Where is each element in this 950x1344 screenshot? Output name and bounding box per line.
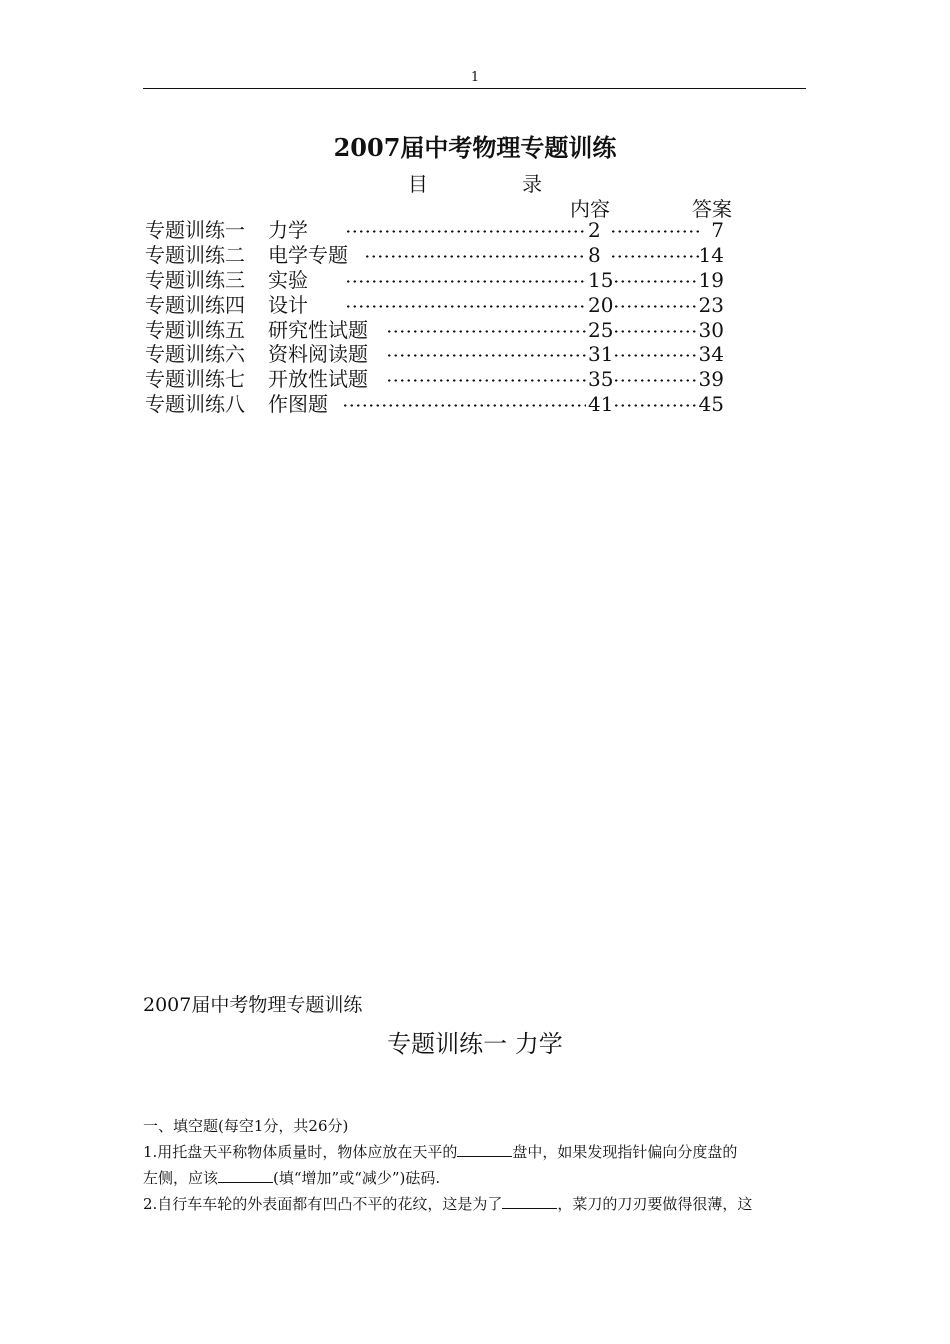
toc-leader-dots [613, 305, 699, 308]
toc-leader-dots [610, 230, 702, 233]
toc-content-page: 8 [588, 242, 601, 267]
page-number: 1 [470, 70, 480, 85]
toc-leader-dots [342, 404, 586, 407]
toc-topic: 实验 [268, 267, 308, 292]
toc-section-name: 专题训练三 [145, 267, 245, 292]
toc-column-content: 内容 [570, 197, 610, 221]
toc-column-answer: 答案 [692, 197, 732, 221]
toc-row [145, 392, 765, 417]
section-title: 专题训练一 力学 [387, 1030, 563, 1058]
toc-row [145, 367, 765, 392]
toc-row [145, 243, 765, 268]
table-of-contents [145, 218, 765, 417]
toc-leader-dots [364, 255, 586, 258]
toc-leader-dots [345, 230, 586, 233]
toc-topic: 设计 [268, 292, 308, 317]
question-1-text-a: 1.用托盘天平称物体质量时，物体应放在天平的 [143, 1143, 458, 1161]
toc-content-page: 35 [588, 367, 614, 392]
toc-answer-page: 45 [698, 392, 724, 417]
question-1-text-b: 盘中，如果发现指针偏向分度盘的 [512, 1143, 738, 1161]
toc-section-name: 专题训练八 [145, 392, 245, 417]
sub-header: 2007届中考物理专题训练 [143, 994, 363, 1016]
toc-content-page: 41 [588, 392, 614, 417]
toc-section-name: 专题训练二 [145, 242, 245, 267]
toc-leader-dots [613, 354, 699, 357]
toc-leader-dots [345, 305, 586, 308]
toc-section-name: 专题训练六 [145, 342, 245, 367]
toc-content-page: 20 [588, 292, 614, 317]
toc-topic: 研究性试题 [268, 317, 368, 342]
toc-leader-dots [613, 379, 699, 382]
part-heading: 一、填空题(每空1分，共26分) [143, 1117, 349, 1135]
toc-topic: 作图题 [268, 392, 328, 417]
toc-answer-page: 34 [698, 342, 724, 367]
toc-content-page: 2 [588, 218, 601, 242]
header-rule [143, 88, 806, 89]
toc-answer-page: 14 [698, 242, 724, 267]
toc-row [145, 268, 765, 293]
toc-content-page: 15 [588, 267, 614, 292]
toc-leader-dots [345, 280, 586, 283]
toc-section-name: 专题训练四 [145, 292, 245, 317]
toc-section-name: 专题训练七 [145, 367, 245, 392]
toc-row [145, 218, 765, 243]
question-1-text-c: 左侧，应该 [143, 1169, 219, 1187]
toc-answer-page: 39 [698, 367, 724, 392]
toc-row [145, 318, 765, 343]
document-title: 2007届中考物理专题训练 [333, 133, 617, 162]
toc-leader-dots [613, 280, 699, 283]
toc-heading: 目 录 [407, 172, 587, 196]
answer-blank [457, 1142, 512, 1157]
toc-leader-dots [386, 379, 586, 382]
toc-leader-dots [613, 330, 699, 333]
toc-leader-dots [610, 255, 699, 258]
toc-topic: 资料阅读题 [268, 342, 368, 367]
answer-blank [502, 1194, 557, 1209]
question-1 [143, 1139, 808, 1191]
toc-answer-page: 7 [711, 218, 724, 242]
toc-content-page: 31 [588, 342, 614, 367]
toc-topic: 电学专题 [268, 242, 348, 267]
answer-blank [218, 1168, 273, 1183]
toc-leader-dots [613, 404, 699, 407]
toc-row [145, 293, 765, 318]
question-2-text-a: 2.自行车车轮的外表面都有凹凸不平的花纹，这是为了 [143, 1195, 503, 1213]
toc-topic: 力学 [268, 218, 308, 242]
toc-section-name: 专题训练五 [145, 317, 245, 342]
toc-topic: 开放性试题 [268, 367, 368, 392]
toc-row [145, 342, 765, 367]
toc-answer-page: 23 [698, 292, 724, 317]
question-1-text-d: (填“增加”或“减少”)砝码. [273, 1169, 441, 1187]
toc-leader-dots [386, 330, 586, 333]
question-2 [143, 1191, 808, 1217]
toc-answer-page: 19 [698, 267, 724, 292]
toc-content-page: 25 [588, 317, 614, 342]
question-2-text-b: ，菜刀的刀刃要做得很薄，这 [557, 1195, 753, 1213]
toc-section-name: 专题训练一 [145, 218, 245, 242]
toc-answer-page: 30 [698, 317, 724, 342]
toc-leader-dots [386, 354, 586, 357]
